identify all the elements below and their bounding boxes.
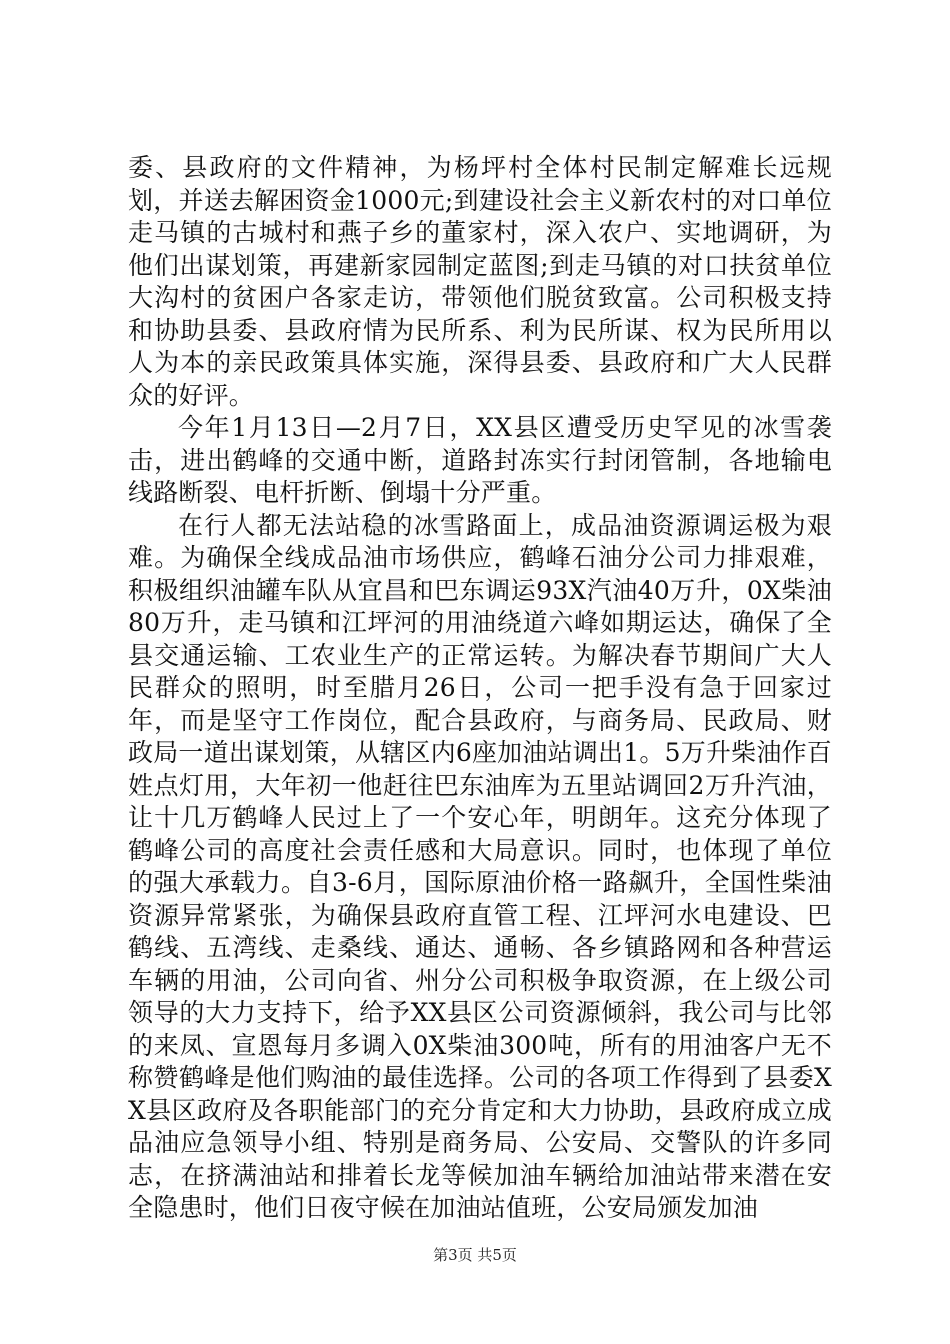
paragraph-1: 委、县政府的文件精神，为杨坪村全体村民制定解难长远规划，并送去解困资金1000元;到建设社会主义新农村的对口单位走马镇的古城村和燕子乡的董家村，深入农户、实地调研，为他们出谋划策，再建新家园制定蓝图;到走马镇的对口扶贫单位大沟村的贫困户各家走访，带领他们脱贫致富。公司积极支持和协助县委、县政府情为民所系、利为民所谋、权为民所用以人为本的亲民政策具体实施，深得县委、县政府和广大人民群众的好评。 — [128, 153, 832, 410]
paragraph-2: 今年1月13日—2月7日，XX县区遭受历史罕见的冰雪袭击，进出鹤峰的交通中断，道路封冻实行封闭管制，各地输电线路断裂、电杆折断、倒塌十分严重。 — [128, 413, 832, 507]
page-number-footer: 第3页 共5页 — [433, 1246, 517, 1264]
paragraph-3: 在行人都无法站稳的冰雪路面上，成品油资源调运极为艰难。为确保全线成品油市场供应，鹤峰石油分公司力排艰难，积极组织油罐车队从宜昌和巴东调运93X汽油40万升，0X柴油80万升，走马镇和江坪河的用油绕道六峰如期运达，确保了全县交通运输、工农业生产的正常运转。为解决春节期间广大人民群众的照明，时至腊月26日，公司一把手没有急于回家过年，而是坚守工作岗位，配合县政府，与商务局、民政局、财政局一道出谋划策，从辖区内6座加油站调出1。5万升柴油作百姓点灯用，大年初一他赶往巴东油库为五里站调回2万升汽油，让十几万鹤峰人民过上了一个安心年，明朗年。这充分体现了鹤峰公司的高度社会责任感和大局意识。同时，也体现了单位的强大承载力。自3-6月，国际原油价格一路飙升，全国性柴油资源异常紧张，为确保县政府直管工程、江坪河水电建设、巴鹤线、五湾线、走桑线、通达、通畅、各乡镇路网和各种营运车辆的用油，公司向省、州分公司积极争取资源，在上级公司领导的大力支持下，给予XX县区公司资源倾斜，我公司与比邻的来凤、宣恩每月多调入0X柴油300吨，所有的用油客户无不称赞鹤峰是他们购油的最佳选择。公司的各项工作得到了县委XX县区政府及各职能部门的充分肯定和大力协助，县政府成立成品油应急领导小组、特别是商务局、公安局、交警队的许多同志，在挤满油站和排着长龙等候加油车辆给加油站带来潜在安全隐患时，他们日夜守候在加油站值班，公安局颁发加油 — [128, 510, 832, 1222]
document-body — [128, 152, 832, 1225]
